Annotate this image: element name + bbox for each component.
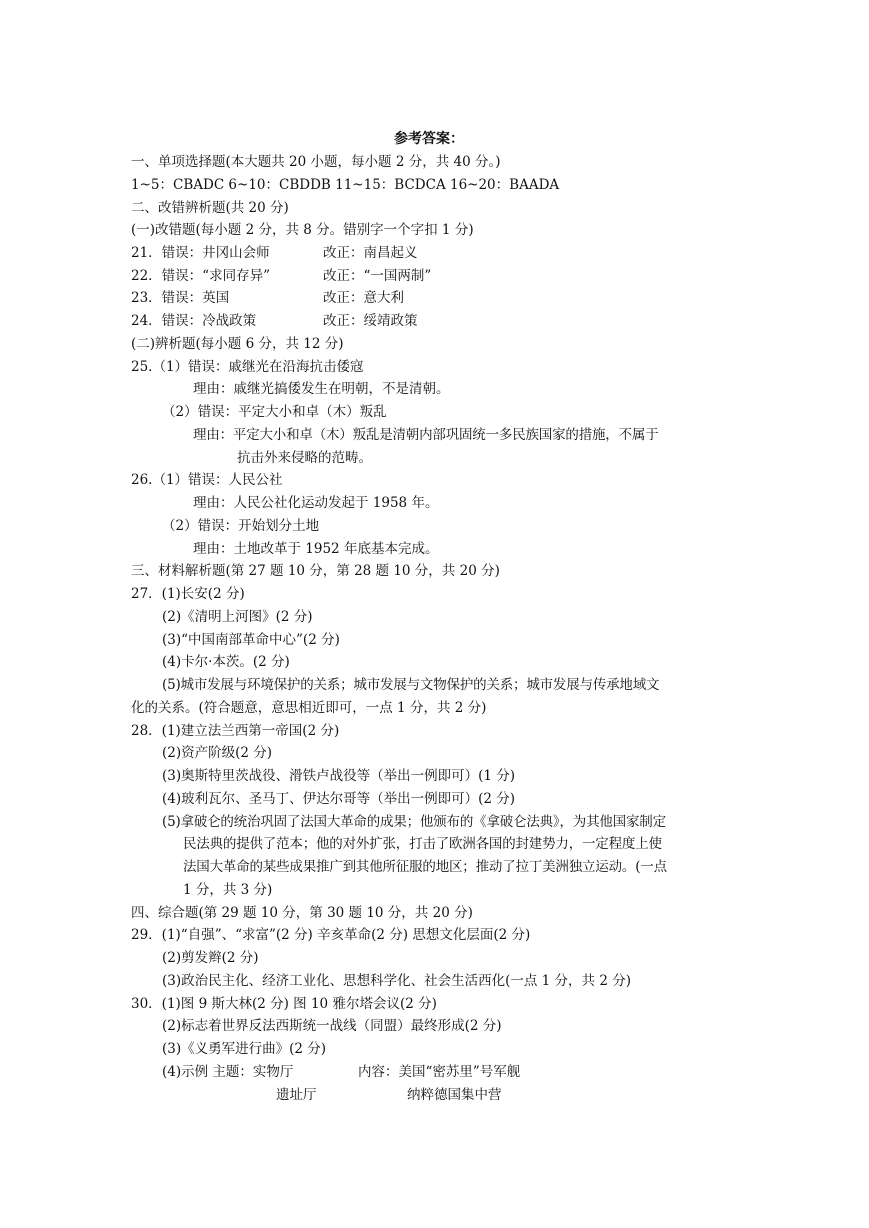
answer-line: 21．错误：井冈山会师 bbox=[131, 245, 270, 261]
answer-line: (3)《义勇军进行曲》(2 分) bbox=[162, 1041, 327, 1057]
answer-line: （2）错误：开始划分土地 bbox=[162, 518, 320, 534]
answer-line: 抗击外来侵略的范畴。 bbox=[237, 450, 372, 466]
answer-line: (5)拿破仑的统治巩固了法国大革命的成果；他颁布的《拿破仑法典》，为其他国家制定 bbox=[162, 814, 666, 830]
section-heading-4: 四、综合题(第 29 题 10 分，第 30 题 10 分，共 20 分) bbox=[131, 905, 473, 921]
answer-line: 改正：意大利 bbox=[323, 290, 404, 306]
answer-line: 改正：“一国两制” bbox=[323, 268, 432, 284]
choice-answers: 1~5：CBADC 6~10：CBDDB 11~15：BCDCA 16~20：BAADA bbox=[131, 177, 560, 193]
answer-line: 26.（1）错误：人民公社 bbox=[131, 472, 283, 488]
answer-line: (2)《清明上河图》(2 分) bbox=[162, 609, 313, 625]
section-heading-2: 二、改错辨析题(共 20 分) bbox=[131, 200, 289, 216]
page-title: 参考答案： bbox=[394, 131, 464, 147]
answer-line: (3)政治民主化、经济工业化、思想科学化、社会生活西化(一点 1 分，共 2 分) bbox=[162, 973, 631, 989]
answer-line: 1 分，共 3 分) bbox=[183, 882, 273, 898]
answer-line: 24．错误：冷战政策 bbox=[131, 313, 257, 329]
answer-line: (3)“中国南部革命中心”(2 分) bbox=[162, 632, 340, 648]
answer-line: 23．错误：英国 bbox=[131, 290, 230, 306]
answer-line: (5)城市发展与环境保护的关系；城市发展与文物保护的关系；城市发展与传承地域文 bbox=[162, 677, 660, 693]
answer-line: 理由：人民公社化运动发起于 1958 年。 bbox=[193, 495, 439, 511]
subsection-heading: (一)改错题(每小题 2 分，共 8 分。错别字一个字扣 1 分) bbox=[131, 222, 474, 238]
answer-line: 29．(1)“自强”、“求富”(2 分) 辛亥革命(2 分) 思想文化层面(2 分) bbox=[131, 927, 531, 943]
answer-line: 22．错误：“求同存异” bbox=[131, 268, 270, 284]
answer-line: 理由：土地改革于 1952 年底基本完成。 bbox=[193, 541, 439, 557]
answer-line: 民法典的提供了范本；他的对外扩张，打击了欧洲各国的封建势力，一定程度上使 bbox=[183, 836, 662, 852]
section-heading-3: 三、材料解析题(第 27 题 10 分，第 28 题 10 分，共 20 分) bbox=[131, 563, 500, 579]
answer-line: 改正：绥靖政策 bbox=[323, 313, 418, 329]
answer-line: 30．(1)图 9 斯大林(2 分) 图 10 雅尔塔会议(2 分) bbox=[131, 996, 437, 1012]
answer-line: 化的关系。(符合题意，意思相近即可，一点 1 分，共 2 分) bbox=[131, 700, 487, 716]
answer-line: 纳粹德国集中营 bbox=[407, 1087, 502, 1103]
answer-line: 28．(1)建立法兰西第一帝国(2 分) bbox=[131, 723, 340, 739]
answer-line: 理由：戚继光搞倭发生在明朝，不是清朝。 bbox=[193, 381, 450, 397]
answer-line: (2)资产阶级(2 分) bbox=[162, 745, 273, 761]
answer-line: (2)剪发辫(2 分) bbox=[162, 950, 259, 966]
answer-line: (4)示例 主题：实物厅 bbox=[162, 1064, 294, 1080]
answer-line: (4)玻利瓦尔、圣马丁、伊达尔哥等（举出一例即可）(2 分) bbox=[162, 791, 516, 807]
answer-line: 27．(1)长安(2 分) bbox=[131, 586, 245, 602]
answer-line: 理由：平定大小和卓（木）叛乱是清朝内部巩固统一多民族国家的措施，不属于 bbox=[193, 427, 659, 443]
answer-line: 改正：南昌起义 bbox=[323, 245, 418, 261]
section-heading-1: 一、单项选择题(本大题共 20 小题，每小题 2 分，共 40 分。) bbox=[131, 154, 501, 170]
answer-line: 内容：美国“密苏里”号军舰 bbox=[358, 1064, 521, 1080]
answer-line: （2）错误：平定大小和卓（木）叛乱 bbox=[162, 404, 387, 420]
answer-line: 25.（1）错误：戚继光在沿海抗击倭寇 bbox=[131, 359, 364, 375]
answer-line: (2)标志着世界反法西斯统一战线（同盟）最终形成(2 分) bbox=[162, 1018, 502, 1034]
answer-line: 法国大革命的某些成果推广到其他所征服的地区；推动了拉丁美洲独立运动。(一点 bbox=[183, 859, 667, 875]
answer-line: (4)卡尔·本茨。(2 分) bbox=[162, 654, 290, 670]
answer-line: 遗址厅 bbox=[276, 1087, 317, 1103]
subsection-heading: (二)辨析题(每小题 6 分，共 12 分) bbox=[131, 336, 344, 352]
answer-line: (3)奥斯特里茨战役、滑铁卢战役等（举出一例即可）(1 分) bbox=[162, 768, 516, 784]
